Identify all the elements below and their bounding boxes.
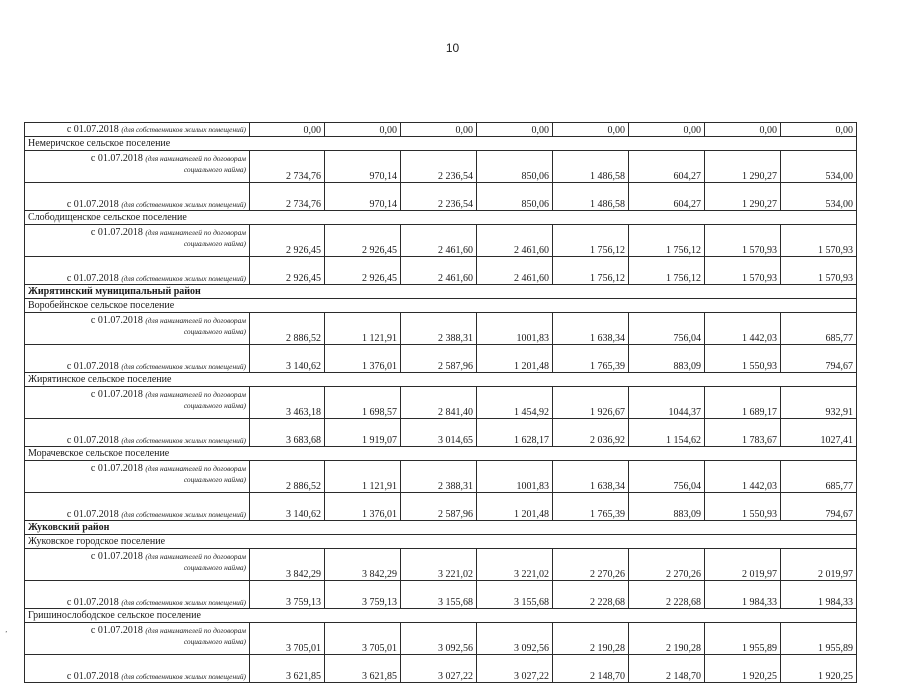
settlement-heading: Морачевское сельское поселение [25,447,857,461]
tenant-row-label [25,387,250,419]
tariff-value-cell: 2 926,45 [325,257,401,285]
tariff-value-cell: 2 886,52 [250,313,325,345]
table-row [25,581,857,609]
tariff-value-cell: 1 290,27 [705,151,781,183]
row-date: с 01.07.2018 [90,227,143,238]
tariff-value-cell: 2 926,45 [325,225,401,257]
tariff-value-cell: 1 550,93 [705,493,781,521]
table-row [25,609,857,623]
tariff-value-cell: 3 092,56 [401,623,477,655]
tariff-value-cell: 2 388,31 [401,313,477,345]
tariff-value-cell: 1 290,27 [705,183,781,211]
tariff-value-cell: 1 121,91 [325,313,401,345]
tariff-value-cell: 604,27 [629,151,705,183]
tariff-value-cell: 0,00 [705,123,781,137]
tariff-value-cell: 1 926,67 [553,387,629,419]
tariff-value-cell: 1 121,91 [325,461,401,493]
tariff-value-cell: 1001,83 [477,461,553,493]
district-heading: Жирятинский муниципальный район [25,285,857,299]
row-note: (для собственников жилых помещений) [121,672,246,681]
tariff-value-cell: 2 461,60 [401,225,477,257]
tariff-value-cell: 1 638,34 [553,461,629,493]
tariff-value-cell: 3 027,22 [401,655,477,683]
tariff-value-cell: 3 027,22 [477,655,553,683]
tariff-value-cell: 3 842,29 [325,549,401,581]
row-note: социального найма) [183,475,246,484]
row-date: с 01.07.2018 [90,625,143,636]
tariff-value-cell: 1 984,33 [705,581,781,609]
row-note: (для нанимателей по договорам [145,626,246,635]
page-number: 10 [445,41,460,55]
tariff-value-cell: 3 463,18 [250,387,325,419]
tariff-value-cell: 1 486,58 [553,151,629,183]
tariff-value-cell: 2 148,70 [553,655,629,683]
tariff-value-cell: 1 486,58 [553,183,629,211]
row-date: с 01.07.2018 [66,435,119,446]
row-note: (для собственников жилых помещений) [121,274,246,283]
row-date: с 01.07.2018 [66,509,119,520]
tariff-value-cell: 2 236,54 [401,183,477,211]
owner-row-label [25,345,250,373]
tariff-value-cell: 2 388,31 [401,461,477,493]
row-note: (для собственников жилых помещений) [121,598,246,607]
tariff-value-cell: 1 756,12 [629,225,705,257]
tariff-value-cell: 2 270,26 [629,549,705,581]
tariff-value-cell: 1 689,17 [705,387,781,419]
table-row [25,299,857,313]
tariff-value-cell: 1 919,07 [325,419,401,447]
tariff-value-cell: 3 140,62 [250,493,325,521]
row-date: с 01.07.2018 [66,199,119,210]
tariff-value-cell: 3 621,85 [250,655,325,683]
tariff-value-cell: 3 155,68 [401,581,477,609]
tariff-value-cell: 3 705,01 [325,623,401,655]
tariff-value-cell: 1 570,93 [781,225,857,257]
tariff-value-cell: 1 698,57 [325,387,401,419]
settlement-heading: Немеричское сельское поселение [25,137,857,151]
tariff-value-cell: 932,91 [781,387,857,419]
settlement-heading: Гришинослободское сельское поселение [25,609,857,623]
tariff-value-cell: 0,00 [629,123,705,137]
tariff-value-cell: 1 442,03 [705,313,781,345]
tenant-row-label [25,225,250,257]
tariff-value-cell: 534,00 [781,151,857,183]
row-note: (для собственников жилых помещений) [121,362,246,371]
tariff-value-cell: 1 454,92 [477,387,553,419]
tariff-value-cell: 850,06 [477,183,553,211]
tariff-value-cell: 756,04 [629,313,705,345]
table-row [25,419,857,447]
tariff-value-cell: 3 014,65 [401,419,477,447]
tariff-value-cell: 0,00 [250,123,325,137]
tariff-value-cell: 1001,83 [477,313,553,345]
tariff-table [24,122,857,683]
settlement-heading: Слободищенское сельское поселение [25,211,857,225]
tariff-value-cell: 3 155,68 [477,581,553,609]
tariff-value-cell: 2 461,60 [477,257,553,285]
tariff-value-cell: 1027,41 [781,419,857,447]
table-row [25,447,857,461]
tariff-value-cell: 794,67 [781,493,857,521]
settlement-heading: Жуковское городское поселение [25,535,857,549]
row-note: социального найма) [183,327,246,336]
tariff-value-cell: 1 154,62 [629,419,705,447]
tariff-value-cell: 3 092,56 [477,623,553,655]
table-row [25,183,857,211]
row-date: с 01.07.2018 [90,315,143,326]
owner-row-label [25,183,250,211]
row-note: (для нанимателей по договорам [145,316,246,325]
table-row [25,387,857,419]
tariff-value-cell: 1 765,39 [553,345,629,373]
district-heading: Жуковский район [25,521,857,535]
table-row [25,211,857,225]
tariff-value-cell: 1 955,89 [705,623,781,655]
row-note: социального найма) [183,563,246,572]
tariff-value-cell: 1 756,12 [553,257,629,285]
tariff-value-cell: 1 570,93 [705,225,781,257]
tariff-value-cell: 1044,37 [629,387,705,419]
table-row [25,225,857,257]
table-row [25,655,857,683]
table-row [25,123,857,137]
tariff-value-cell: 794,67 [781,345,857,373]
tariff-value-cell: 1 570,93 [705,257,781,285]
tariff-value-cell: 3 221,02 [401,549,477,581]
owner-row-label [25,581,250,609]
owner-row-label [25,257,250,285]
owner-row-label [25,123,250,137]
row-date: с 01.07.2018 [66,597,119,608]
tenant-row-label [25,151,250,183]
row-note: (для нанимателей по договорам [145,390,246,399]
tariff-value-cell: 685,77 [781,461,857,493]
row-note: (для нанимателей по договорам [145,552,246,561]
owner-row-label [25,419,250,447]
tariff-value-cell: 850,06 [477,151,553,183]
row-date: с 01.07.2018 [90,389,143,400]
tariff-value-cell: 3 683,68 [250,419,325,447]
table-row [25,313,857,345]
tariff-value-cell: 970,14 [325,151,401,183]
tariff-value-cell: 756,04 [629,461,705,493]
tariff-value-cell: 1 550,93 [705,345,781,373]
tariff-value-cell: 1 570,93 [781,257,857,285]
row-note: (для нанимателей по договорам [145,228,246,237]
tariff-value-cell: 2 236,54 [401,151,477,183]
tariff-value-cell: 1 201,48 [477,345,553,373]
settlement-heading: Жирятинское сельское поселение [25,373,857,387]
settlement-heading: Воробейнское сельское поселение [25,299,857,313]
row-date: с 01.07.2018 [66,671,119,682]
tariff-value-cell: 2 587,96 [401,345,477,373]
tenant-row-label [25,549,250,581]
tariff-value-cell: 2 734,76 [250,151,325,183]
tariff-value-cell: 2 228,68 [629,581,705,609]
tariff-value-cell: 3 621,85 [325,655,401,683]
tariff-value-cell: 2 270,26 [553,549,629,581]
row-date: с 01.07.2018 [90,153,143,164]
tariff-value-cell: 2 926,45 [250,225,325,257]
tariff-value-cell: 1 756,12 [629,257,705,285]
tariff-value-cell: 2 461,60 [401,257,477,285]
tariff-value-cell: 0,00 [477,123,553,137]
owner-row-label [25,655,250,683]
tariff-value-cell: 2 841,40 [401,387,477,419]
tariff-value-cell: 0,00 [553,123,629,137]
tariff-value-cell: 534,00 [781,183,857,211]
tariff-value-cell: 2 587,96 [401,493,477,521]
tariff-value-cell: 1 201,48 [477,493,553,521]
tariff-value-cell: 3 140,62 [250,345,325,373]
tariff-value-cell: 0,00 [325,123,401,137]
table-row [25,521,857,535]
row-note: (для нанимателей по договорам [145,464,246,473]
table-row [25,285,857,299]
tariff-value-cell: 1 765,39 [553,493,629,521]
tariff-value-cell: 1 376,01 [325,493,401,521]
tariff-value-cell: 2 228,68 [553,581,629,609]
owner-row-label [25,493,250,521]
row-note: социального найма) [183,165,246,174]
tariff-value-cell: 2 019,97 [705,549,781,581]
tariff-value-cell: 1 376,01 [325,345,401,373]
tariff-value-cell: 1 756,12 [553,225,629,257]
tariff-value-cell: 3 759,13 [325,581,401,609]
tariff-value-cell: 883,09 [629,345,705,373]
table-row [25,345,857,373]
tariff-value-cell: 1 638,34 [553,313,629,345]
table-row [25,151,857,183]
row-date: с 01.07.2018 [90,551,143,562]
tariff-value-cell: 685,77 [781,313,857,345]
tariff-value-cell: 2 148,70 [629,655,705,683]
corner-mark: ’ [5,630,8,638]
row-date: с 01.07.2018 [66,273,119,284]
tariff-value-cell: 1 442,03 [705,461,781,493]
tariff-value-cell: 1 628,17 [477,419,553,447]
tariff-value-cell: 1 920,25 [705,655,781,683]
row-date: с 01.07.2018 [90,463,143,474]
tariff-value-cell: 3 705,01 [250,623,325,655]
row-date: с 01.07.2018 [66,361,119,372]
tariff-value-cell: 2 734,76 [250,183,325,211]
tariff-value-cell: 970,14 [325,183,401,211]
tariff-value-cell: 3 759,13 [250,581,325,609]
tariff-value-cell: 2 886,52 [250,461,325,493]
table-row [25,549,857,581]
table-row [25,623,857,655]
table-row [25,257,857,285]
tenant-row-label [25,623,250,655]
row-note: (для собственников жилых помещений) [121,125,246,134]
tenant-row-label [25,313,250,345]
row-note: социального найма) [183,637,246,646]
tariff-value-cell: 0,00 [401,123,477,137]
row-note: (для собственников жилых помещений) [121,436,246,445]
tenant-row-label [25,461,250,493]
row-note: социального найма) [183,239,246,248]
tariff-value-cell: 3 842,29 [250,549,325,581]
table-row [25,373,857,387]
tariff-value-cell: 2 926,45 [250,257,325,285]
tariff-value-cell: 1 920,25 [781,655,857,683]
row-note: (для собственников жилых помещений) [121,200,246,209]
row-note: (для собственников жилых помещений) [121,510,246,519]
tariff-value-cell: 2 019,97 [781,549,857,581]
table-row [25,493,857,521]
table-row [25,137,857,151]
tariff-value-cell: 883,09 [629,493,705,521]
tariff-value-cell: 604,27 [629,183,705,211]
table-row [25,461,857,493]
tariff-value-cell: 1 984,33 [781,581,857,609]
row-note: (для нанимателей по договорам [145,154,246,163]
tariff-value-cell: 1 955,89 [781,623,857,655]
tariff-value-cell: 2 461,60 [477,225,553,257]
tariff-value-cell: 0,00 [781,123,857,137]
tariff-value-cell: 1 783,67 [705,419,781,447]
tariff-value-cell: 2 190,28 [553,623,629,655]
tariff-value-cell: 3 221,02 [477,549,553,581]
tariff-value-cell: 2 036,92 [553,419,629,447]
row-date: с 01.07.2018 [66,124,119,135]
tariff-value-cell: 2 190,28 [629,623,705,655]
table-row [25,535,857,549]
row-note: социального найма) [183,401,246,410]
